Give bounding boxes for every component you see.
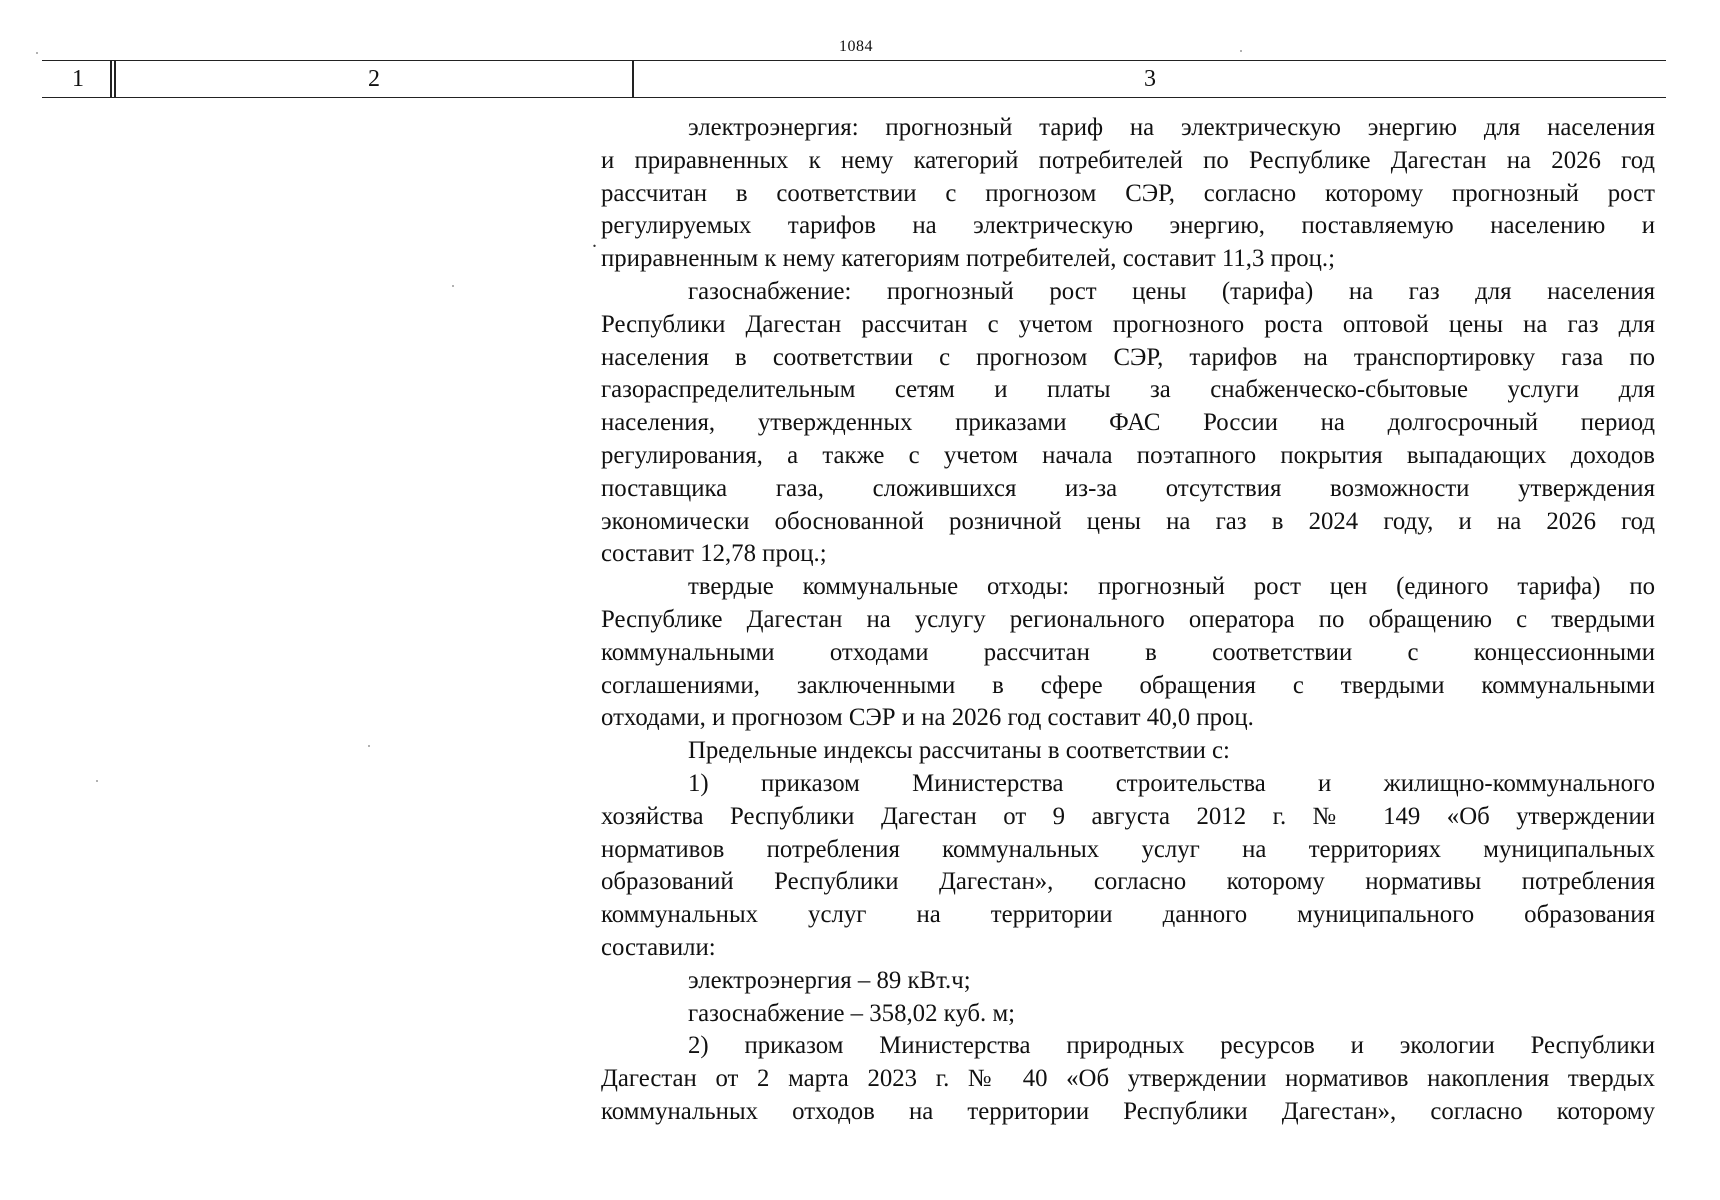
text-line: коммунальных отходов на территории Республики Дагестан», согласно которому <box>601 1097 1655 1125</box>
text-line: 2) приказом Министерства природных ресурсов и экологии Республики <box>688 1032 1655 1060</box>
text-line: населения в соответствии с прогнозом СЭР, тарифов на транспортировку газа по <box>601 343 1655 371</box>
scan-speck <box>36 52 38 54</box>
text-line: Республики Дагестан рассчитан с учетом прогнозного роста оптовой цены на газ для <box>601 310 1655 338</box>
text-line: и приравненных к нему категорий потребителей по Республике Дагестан на 2026 год <box>601 146 1655 174</box>
text-line: регулирования, а также с учетом начала поэтапного покрытия выпадающих доходов <box>601 441 1655 469</box>
text-line: газораспределительным сетям и платы за снабженческо-сбытовые услуги для <box>601 376 1655 404</box>
text-line: электроэнергия: прогнозный тариф на электрическую энергию для населения <box>688 114 1655 141</box>
column-header-2: 2 <box>368 66 380 92</box>
text-line: Республике Дагестан на услугу регионального оператора по обращению с твердыми <box>601 605 1655 633</box>
text-line: соглашениями, заключенными в сфере обращения с твердыми коммунальными <box>601 671 1655 699</box>
scan-speck <box>452 285 454 287</box>
text-line: хозяйства Республики Дагестан от 9 августа 2012 г. № 149 «Об утверждении <box>601 802 1655 830</box>
text-line: экономически обоснованной розничной цены на газ в 2024 году, и на 2026 год <box>601 507 1655 535</box>
text-line: Предельные индексы рассчитаны в соответствии с: <box>688 737 1230 765</box>
column-header-3: 3 <box>1144 66 1156 92</box>
column-header-1: 1 <box>72 66 84 92</box>
text-line: рассчитан в соответствии с прогнозом СЭР, согласно которому прогнозный рост <box>601 179 1655 207</box>
text-line: нормативов потребления коммунальных услуг на территориях муниципальных <box>601 835 1655 863</box>
scan-speck <box>1240 50 1242 52</box>
text-line: коммунальных услуг на территории данного муниципального образования <box>601 901 1655 929</box>
column-divider <box>110 61 112 97</box>
text-line: газоснабжение: прогнозный рост цены (тарифа) на газ для населения <box>688 277 1655 305</box>
scan-speck <box>96 780 98 782</box>
document-body <box>601 112 1655 1129</box>
text-line: 1) приказом Министерства строительства и жилищно-коммунального <box>688 769 1655 797</box>
scan-speck <box>368 745 370 747</box>
text-line: твердые коммунальные отходы: прогнозный рост цен (единого тарифа) по <box>688 573 1655 601</box>
text-line: образований Республики Дагестан», согласно которому нормативы потребления <box>601 868 1655 896</box>
text-line: населения, утвержденных приказами ФАС России на долгосрочный период <box>601 409 1655 437</box>
text-line: Дагестан от 2 марта 2023 г. № 40 «Об утверждении нормативов накопления твердых <box>601 1065 1655 1093</box>
text-line: составили: <box>601 933 716 961</box>
text-line: поставщика газа, сложившихся из-за отсутствия возможности утверждения <box>601 474 1655 502</box>
text-line: приравненным к нему категориям потребителей, составит 11,3 проц.; <box>601 245 1335 273</box>
text-line: отходами, и прогнозом СЭР и на 2026 год составит 40,0 проц. <box>601 704 1254 732</box>
text-line: газоснабжение – 358,02 куб. м; <box>688 999 1016 1027</box>
text-line: составит 12,78 проц.; <box>601 540 827 568</box>
page-number: 1084 <box>839 38 873 55</box>
table-header-row <box>42 60 1666 98</box>
text-line: коммунальными отходами рассчитан в соответствии с концессионными <box>601 638 1655 666</box>
text-line: электроэнергия – 89 кВт.ч; <box>688 966 971 994</box>
text-line: регулируемых тарифов на электрическую энергию, поставляемую населению и <box>601 212 1655 240</box>
scan-dot-mark: . <box>592 230 597 252</box>
